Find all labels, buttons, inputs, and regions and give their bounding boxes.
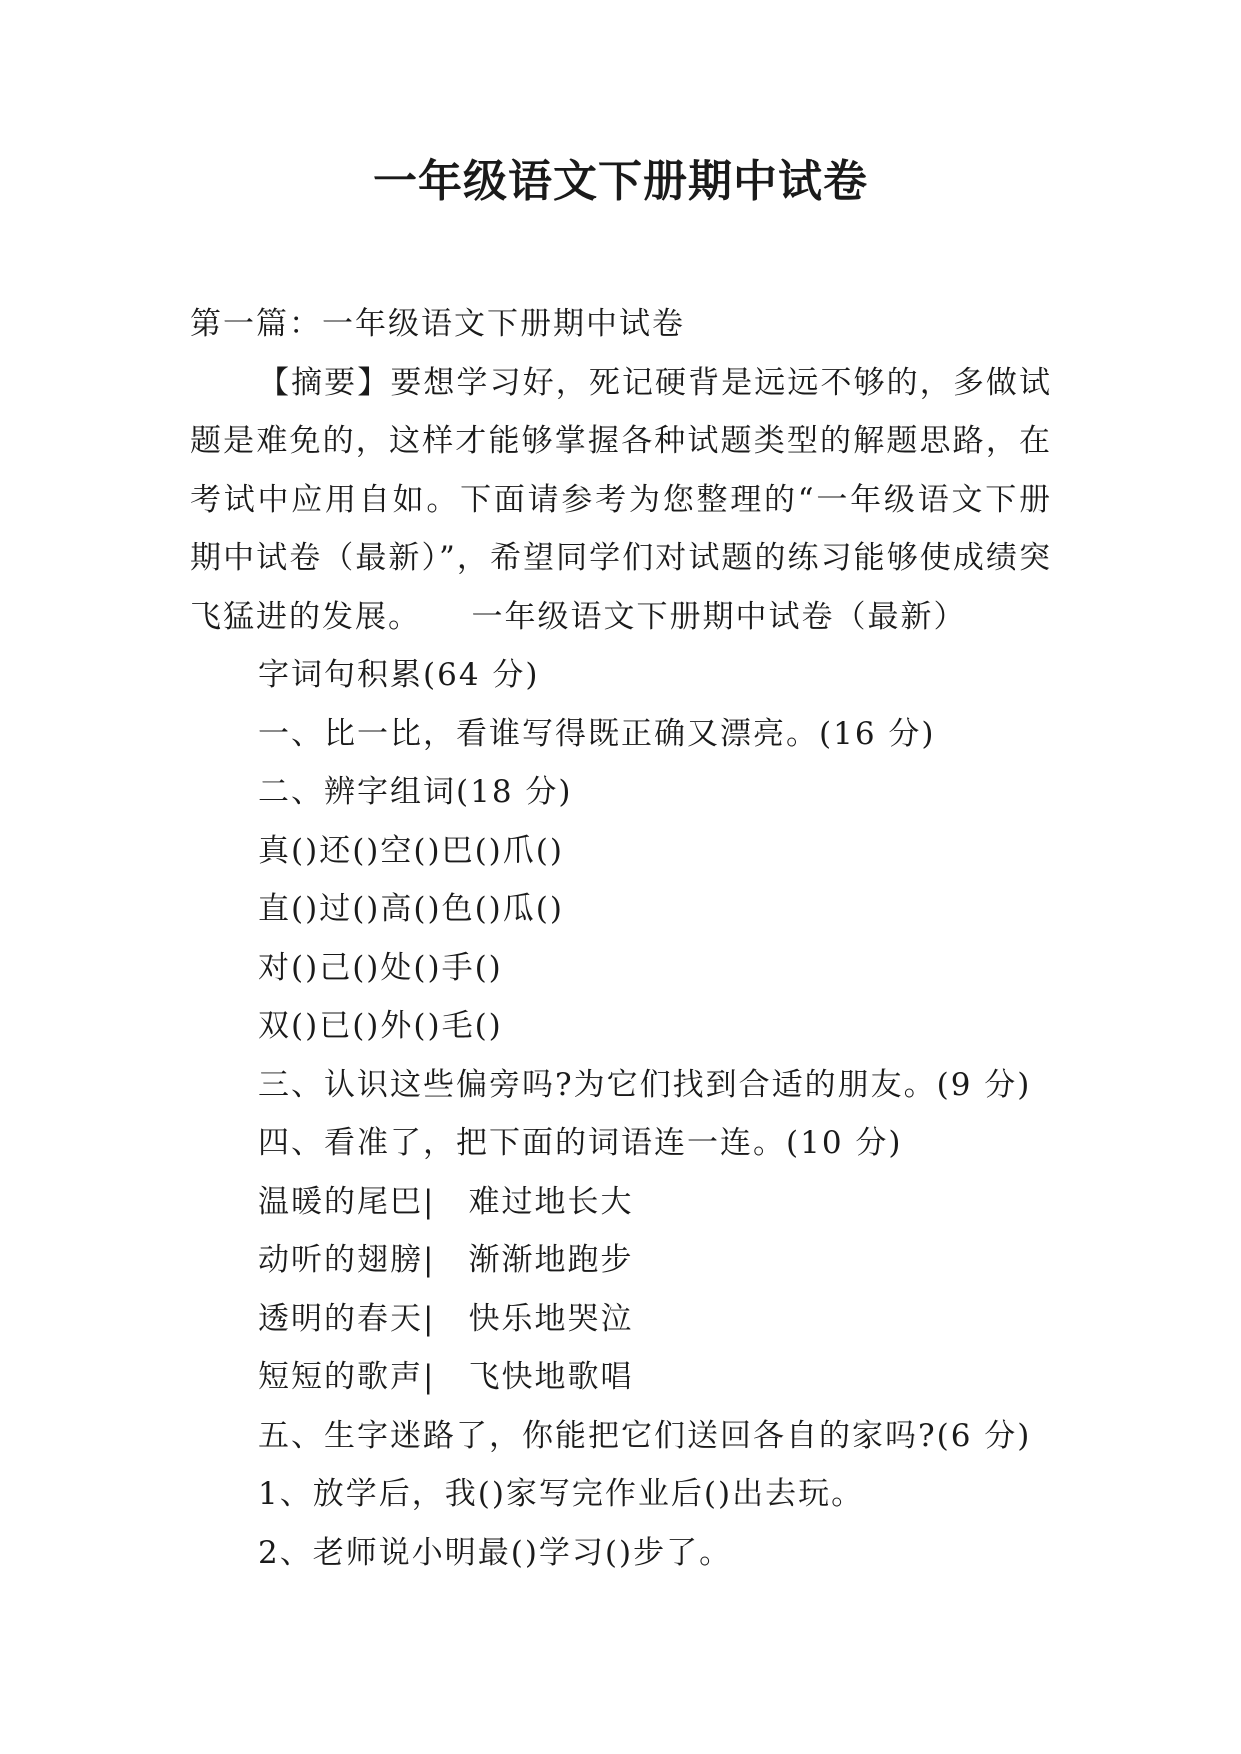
- body-line: 直()过()高()色()瓜(): [258, 891, 564, 927]
- body-line: 动听的翅膀| 渐渐地跑步: [258, 1242, 634, 1278]
- body-line: 真()还()空()巴()爪(): [258, 832, 564, 869]
- body-line: 二、辨字组词(18 分): [258, 774, 573, 810]
- section-heading: 第一篇：一年级语文下册期中试卷: [190, 306, 685, 342]
- body-line: 透明的春天| 快乐地哭泣: [258, 1300, 634, 1337]
- body-line: 三、认识这些偏旁吗?为它们找到合适的朋友。(9 分): [258, 1066, 1032, 1103]
- body-line: 一、比一比，看谁写得既正确又漂亮。(16 分): [258, 715, 936, 752]
- document-title: 一年级语文下册期中试卷: [373, 156, 868, 207]
- body-line: 温暖的尾巴| 难过地长大: [258, 1183, 634, 1220]
- body-line: 双()已()外()毛(): [258, 1008, 503, 1044]
- body-line: 短短的歌声| 飞快地歌唱: [258, 1359, 634, 1395]
- body-line: 四、看准了，把下面的词语连一连。(10 分): [258, 1125, 903, 1161]
- abstract-paragraph: 【摘要】要想学习好，死记硬背是远远不够的，多做试题是难免的，这样才能够掌握各种试题类型的解题思路，在考试中应用自如。下面请参考为您整理的“一年级语文下册期中试卷（最新）”，希望同学们对试题的练习能够使成绩突飞猛进的发展。 一年级语文下册期中试卷（最新）: [190, 364, 1052, 635]
- document-body: [190, 295, 1052, 1582]
- body-line: 对()己()处()手(): [258, 949, 503, 986]
- body-line: 字词句积累(64 分): [258, 657, 540, 693]
- body-line: 1、放学后，我()家写完作业后()出去玩。: [258, 1476, 865, 1512]
- body-line: 2、老师说小明最()学习()步了。: [258, 1534, 733, 1571]
- body-line: 五、生字迷路了，你能把它们送回各自的家吗?(6 分): [258, 1417, 1032, 1454]
